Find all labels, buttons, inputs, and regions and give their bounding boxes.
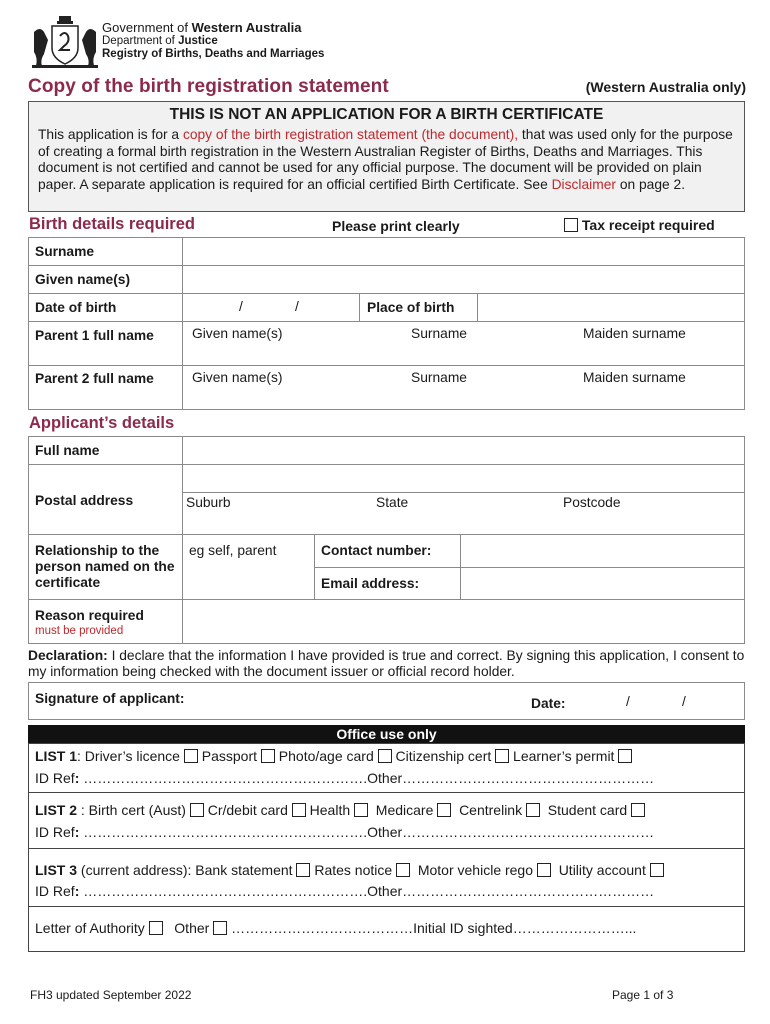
list2-item-debit-card: Cr/debit card [207,802,288,818]
gov-prefix: Government of [102,20,192,35]
office-use-heading: Office use only [28,725,745,743]
parent1-given-hint: Given name(s) [192,326,283,341]
id-ref-colon: : [74,883,80,899]
surname-label: Surname [35,244,95,259]
id-ref-label: ID Ref [35,770,75,786]
parent1-maiden-hint: Maiden surname [583,326,686,341]
relationship-field[interactable] [182,534,315,600]
dob-label: Date of birth [35,300,117,315]
relationship-label: Relationship to the person named on the certificate [35,543,175,590]
given-names-field[interactable] [182,265,745,294]
parent2-label: Parent 2 full name [35,371,154,386]
place-of-birth-label: Place of birth [367,300,455,315]
full-name-label: Full name [35,443,100,458]
date-separator-2: / [682,694,686,709]
postal-address-field[interactable] [182,464,745,493]
document-title: Copy of the birth registration statement [28,76,389,97]
parent2-field[interactable] [182,365,745,410]
declaration-text: I declare that the information I have provided is true and correct. By signing this application, I consent to my information being checked with the document issuer or official record holder. [28,648,745,679]
dept-prefix: Department of [102,35,179,47]
given-names-label: Given name(s) [35,272,131,287]
notice-body [29,124,744,193]
reason-required-note: must be provided [35,625,124,637]
parent2-label-cell [28,365,183,410]
list2-row [35,802,645,818]
declaration-label: Declaration: [28,648,108,663]
other-label: Other [174,920,210,936]
notice-text-1: This application is for a [38,127,183,142]
notice-box [28,101,745,212]
id-ref-colon: : [74,824,80,840]
relationship-label-cell [28,534,183,600]
full-name-field[interactable] [182,436,745,465]
id-ref-dots: …………………………………………………….Other……………………………………………… [79,824,655,840]
list2-item-centrelink: Centrelink [459,802,523,818]
wa-crest-logo [30,14,100,70]
initial-id-sighted: …………………………………Initial ID sighted……………………... [231,920,637,936]
id-ref-dots: …………………………………………………….Other……………………………………………… [79,883,655,899]
suburb-hint: Suburb [186,495,231,510]
notice-heading: THIS IS NOT AN APPLICATION FOR A BIRTH CERTIFICATE [169,106,604,123]
list3-item-vehicle-rego: Motor vehicle rego [417,862,534,878]
region-note: (Western Australia only) [585,79,746,95]
office-use-box [28,743,745,952]
citizenship-checkbox[interactable] [495,749,509,763]
surname-field[interactable] [182,237,745,266]
list2-item-birth-cert: : Birth cert (Aust) [77,802,186,818]
dob-field[interactable] [182,293,360,322]
letter-authority-checkbox[interactable] [149,921,163,935]
dept-bold: Justice [178,35,218,47]
list1-item-passport: Passport [201,748,258,764]
gov-bold: Western Australia [191,20,302,35]
footer-page-number: Page 1 of 3 [612,988,674,1002]
list2-item-health: Health [309,802,351,818]
list2-item-student-card: Student card [547,802,628,818]
surname-label-cell [28,237,183,266]
centrelink-checkbox[interactable] [526,803,540,817]
list3-label: LIST 3 [35,862,78,878]
registry-name: Registry of Births, Deaths and Marriages [102,48,325,60]
list2-id-ref[interactable] [35,824,654,840]
list3-item-utility-account: Utility account [558,862,646,878]
government-name [102,20,324,61]
id-ref-label: ID Ref [35,883,75,899]
id-ref-label: ID Ref [35,824,75,840]
contact-label-cell [314,534,461,568]
reason-label-cell [28,599,183,644]
vehicle-rego-checkbox[interactable] [537,863,551,877]
postal-address-label-cell [28,464,183,535]
notice-text-3: on page 2. [615,176,686,192]
dob-separator-2: / [295,299,299,314]
medicare-checkbox[interactable] [437,803,451,817]
passport-checkbox[interactable] [261,749,275,763]
relationship-hint: eg self, parent [189,543,277,558]
list2-item-medicare: Medicare [375,802,434,818]
place-of-birth-label-cell [359,293,478,322]
birth-cert-checkbox[interactable] [190,803,204,817]
list1-item-citizenship: Citizenship cert [395,748,492,764]
tax-receipt-option[interactable] [564,217,715,233]
full-name-label-cell [28,436,183,465]
signature-field[interactable] [28,682,745,720]
other-checkbox[interactable] [213,921,227,935]
learners-permit-checkbox[interactable] [618,749,632,763]
print-clearly-note: Please print clearly [332,218,460,234]
authority-row [35,920,636,936]
list3-item-rates-notice: Rates notice [314,862,393,878]
list3-row [35,862,664,878]
email-label: Email address: [321,576,420,591]
email-label-cell [314,567,461,600]
letter-authority-label: Letter of Authority [35,920,145,936]
date-separator-1: / [626,694,630,709]
list1-row [35,748,632,764]
bank-statement-checkbox[interactable] [296,863,310,877]
divider [29,792,744,793]
list1-label: LIST 1 [35,748,78,764]
signature-label: Signature of applicant: [35,691,185,706]
contact-field[interactable] [460,534,745,568]
id-ref-colon: : [74,770,80,786]
list2-label: LIST 2 [35,802,78,818]
parent1-label-cell [28,321,183,366]
footer-version: FH3 updated September 2022 [30,988,192,1002]
tax-receipt-label: Tax receipt required [581,217,715,233]
postal-address-label: Postal address [35,493,134,508]
parent1-label: Parent 1 full name [35,328,154,343]
parent2-given-hint: Given name(s) [192,370,283,385]
list3-id-ref[interactable] [35,883,654,899]
contact-label: Contact number: [321,543,432,558]
declaration [28,648,748,679]
email-field[interactable] [460,567,745,600]
list1-item-drivers-licence: : Driver’s licence [77,748,180,764]
divider [29,848,744,849]
student-card-checkbox[interactable] [631,803,645,817]
parent2-maiden-hint: Maiden surname [583,370,686,385]
given-names-label-cell [28,265,183,294]
tax-receipt-checkbox[interactable] [564,218,578,232]
rates-notice-checkbox[interactable] [396,863,410,877]
place-of-birth-field[interactable] [477,293,745,322]
notice-text-2: that was used only for the purpose of creating a formal birth registration in the Western Australian Register of Births, Deaths and Marriages. This document is not certified and cannot be used for any official purpose. The document will be provided on plain paper. A separate application is required for an official certified Birth Certificate. See [38,127,733,192]
parent1-surname-hint: Surname [411,326,467,341]
list1-id-ref[interactable] [35,770,654,786]
debit-card-checkbox[interactable] [292,803,306,817]
disclaimer-link[interactable]: Disclaimer [551,176,616,192]
dob-label-cell [28,293,183,322]
list1-item-photo-card: Photo/age card [278,748,374,764]
drivers-licence-checkbox[interactable] [184,749,198,763]
birth-details-title: Birth details required [29,215,195,233]
parent1-field[interactable] [182,321,745,366]
notice-link-document[interactable]: copy of the birth registration statement (the document), [182,127,519,142]
postcode-hint: Postcode [563,495,621,510]
divider [29,906,744,907]
list3-item-bank-statement: (current address): Bank statement [77,862,293,878]
dob-separator-1: / [239,299,243,314]
reason-label: Reason required [35,608,144,623]
applicant-details-title: Applicant’s details [29,414,175,432]
id-ref-dots: …………………………………………………….Other……………………………………………… [79,770,655,786]
state-hint: State [376,495,409,510]
list1-item-learners-permit: Learner’s permit [513,748,615,764]
health-checkbox[interactable] [354,803,368,817]
header [30,14,324,70]
utility-account-checkbox[interactable] [650,863,664,877]
suburb-state-postcode-field[interactable] [182,492,745,535]
date-label: Date: [531,696,566,711]
photo-card-checkbox[interactable] [378,749,392,763]
reason-field[interactable] [182,599,745,644]
parent2-surname-hint: Surname [411,370,467,385]
